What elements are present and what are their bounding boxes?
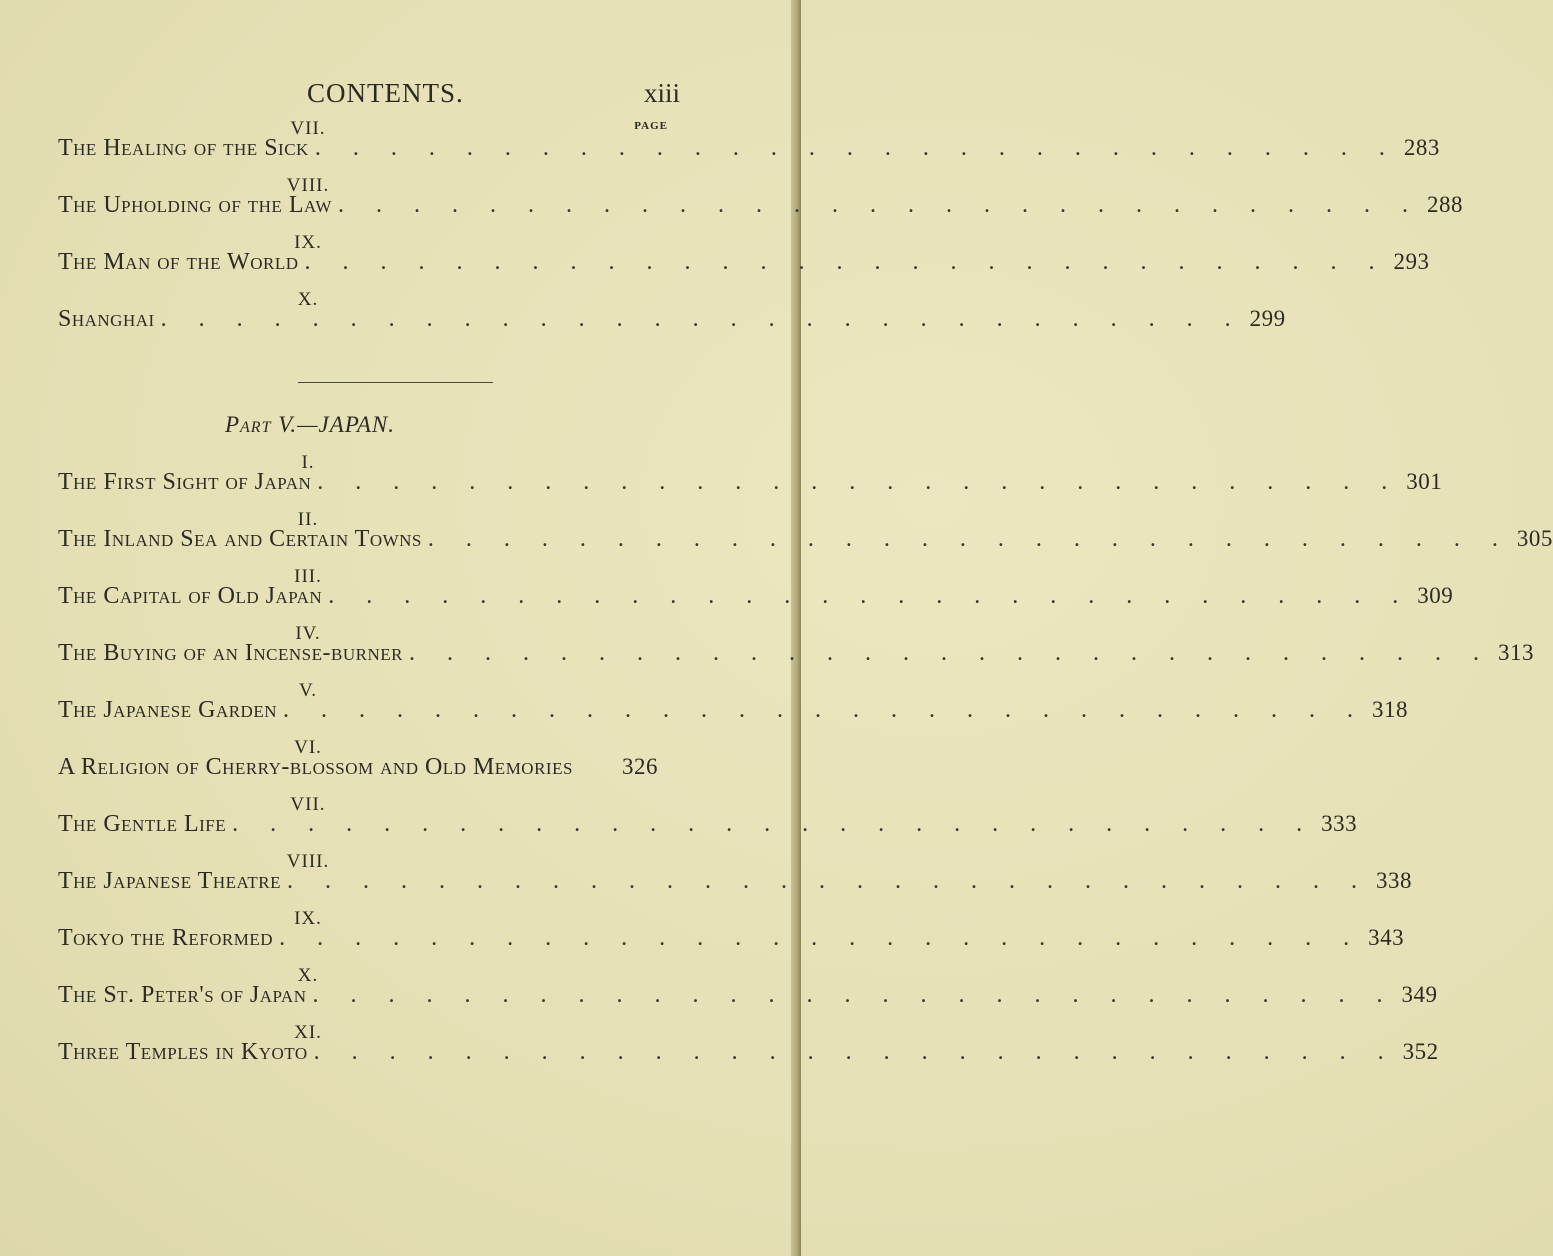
chapter-page: 333 [1321,811,1358,836]
chapter-number: VIII. [286,851,330,872]
chapter-page: 305 [1516,526,1553,551]
leader-dots: . . . . . . . . . . . . . . . . . . . . . . . . . . . . . [232,811,1316,837]
toc-line [58,982,1438,1009]
chapter-page: 338 [1376,868,1412,893]
chapter-page: 343 [1368,925,1405,950]
toc-entry [58,680,1408,737]
chapter-number: XI. [294,1022,322,1043]
toc-entry [58,452,1443,509]
toc-entry [58,908,1405,965]
chapter-number: V. [298,680,318,701]
chapter-page: 326 [622,754,658,779]
toc-entry [58,289,1286,346]
toc-section-1 [58,118,1463,346]
chapter-number: I. [301,452,315,473]
chapter-page: 349 [1401,982,1438,1007]
chapter-page: 313 [1497,640,1534,665]
header-page-number: xiii [644,78,681,108]
leader-dots: . . . . . . . . . . . . . . . . . . . . . . . . . . . . . [317,469,1401,495]
toc-line [58,925,1405,952]
chapter-page: 299 [1249,306,1286,331]
toc-entry [58,175,1463,232]
chapter-title: The Upholding of the Law [58,192,332,218]
toc-entry [58,851,1412,908]
chapter-title: The Buying of an Incense-burner [58,640,403,666]
chapter-page: 288 [1426,192,1463,217]
page-edge [791,0,801,1256]
chapter-title: The Healing of the Sick [58,135,309,161]
chapter-title: The Inland Sea and Certain Towns [58,526,422,552]
toc-entry [58,118,1440,175]
leader-dots: . . . . . . . . . . . . . . . . . . . . . . . . . . . . . [313,1039,1397,1065]
toc-line [58,469,1443,496]
toc-line [58,192,1463,219]
chapter-page: 309 [1417,583,1454,608]
toc-entry [58,566,1454,623]
chapter-number: X. [297,289,319,310]
chapter-page: 301 [1406,469,1443,494]
toc-entry [58,232,1430,289]
toc-line [58,583,1454,610]
leader-dots: . . . . . . . . . . . . . . . . . . . . . . . . . . . . . [312,982,1396,1008]
toc-section-2 [58,452,1553,1079]
toc-line [58,754,658,781]
chapter-title: A Religion of Cherry-blossom and Old Memories [58,754,573,780]
toc-entry [58,794,1358,851]
leader-dots: . . . . . . . . . . . . . . . . . . . . . . . . . . . . . [283,697,1366,723]
part-heading: Part V.—JAPAN. [224,412,395,437]
toc-line [58,811,1358,838]
toc-line [58,306,1286,333]
chapter-title: Shanghai [58,306,155,332]
toc-entry [58,623,1534,680]
toc-line [58,249,1430,276]
toc-line [58,640,1534,667]
leader-dots: . . . . . . . . . . . . . . . . . . . . . . . . . . . . . [408,640,1492,666]
chapter-title: The First Sight of Japan [58,469,312,495]
chapter-title: The St. Peter's of Japan [58,982,307,1008]
chapter-title: Three Temples in Kyoto [58,1039,308,1065]
chapter-title: The Capital of Old Japan [58,583,323,609]
chapter-number: VII. [290,794,326,815]
leader-dots: . . . . . . . . . . . . . . . . . . . . . . . . . . . . . [287,868,1370,894]
chapter-page: 352 [1402,1039,1439,1064]
leader-dots: . . . . . . . . . . . . . . . . . . . . . . . . . . . . . [160,306,1244,332]
leader-dots: . . . . . . . . . . . . . . . . . . . . . . . . . . . . . [337,192,1421,218]
chapter-page: 283 [1403,135,1440,160]
chapter-number: III. [294,566,322,587]
toc-entry [58,965,1438,1022]
leader-dots: . . . . . . . . . . . . . . . . . . . . . . . . . . . . . [314,135,1398,161]
toc-line [58,135,1440,162]
toc-entry [58,737,678,794]
chapter-title: The Japanese Theatre [58,868,281,894]
chapter-number: IX. [294,908,322,929]
header-title: CONTENTS. [307,78,464,108]
chapter-title: The Japanese Garden [58,697,277,723]
toc-line [58,1039,1439,1066]
chapter-number: II. [297,509,319,530]
section-divider [298,382,493,383]
toc-line [58,868,1412,895]
chapter-title: The Gentle Life [58,811,227,837]
chapter-number: VI. [294,737,322,758]
chapter-number: IX. [294,232,322,253]
page-column-label: PAGE [634,120,668,132]
leader-dots: . . . . . . . . . . . . . . . . . . . . . . . . . . . . . [328,583,1412,609]
leader-dots: . . . . . . . . . . . . . . . . . . . . . . . . . . . . . [279,925,1363,951]
running-header [0,78,801,118]
chapter-number: VIII. [286,175,330,196]
leader-dots: . . . . . . . . . . . . . . . . . . . . . . . . . . . . . [427,526,1511,552]
chapter-page: 318 [1372,697,1408,722]
leader-dots: . . . . . . . . . . . . . . . . . . . . . . . . . . . . . [304,249,1388,275]
chapter-title: The Man of the World [58,249,299,275]
chapter-number: IV. [295,623,321,644]
toc-line [58,697,1408,724]
toc-line [58,526,1553,553]
chapter-page: 293 [1393,249,1430,274]
chapter-number: VII. [290,118,326,139]
toc-entry [58,509,1553,566]
chapter-title: Tokyo the Reformed [58,925,274,951]
chapter-number: X. [297,965,319,986]
toc-entry [58,1022,1439,1079]
